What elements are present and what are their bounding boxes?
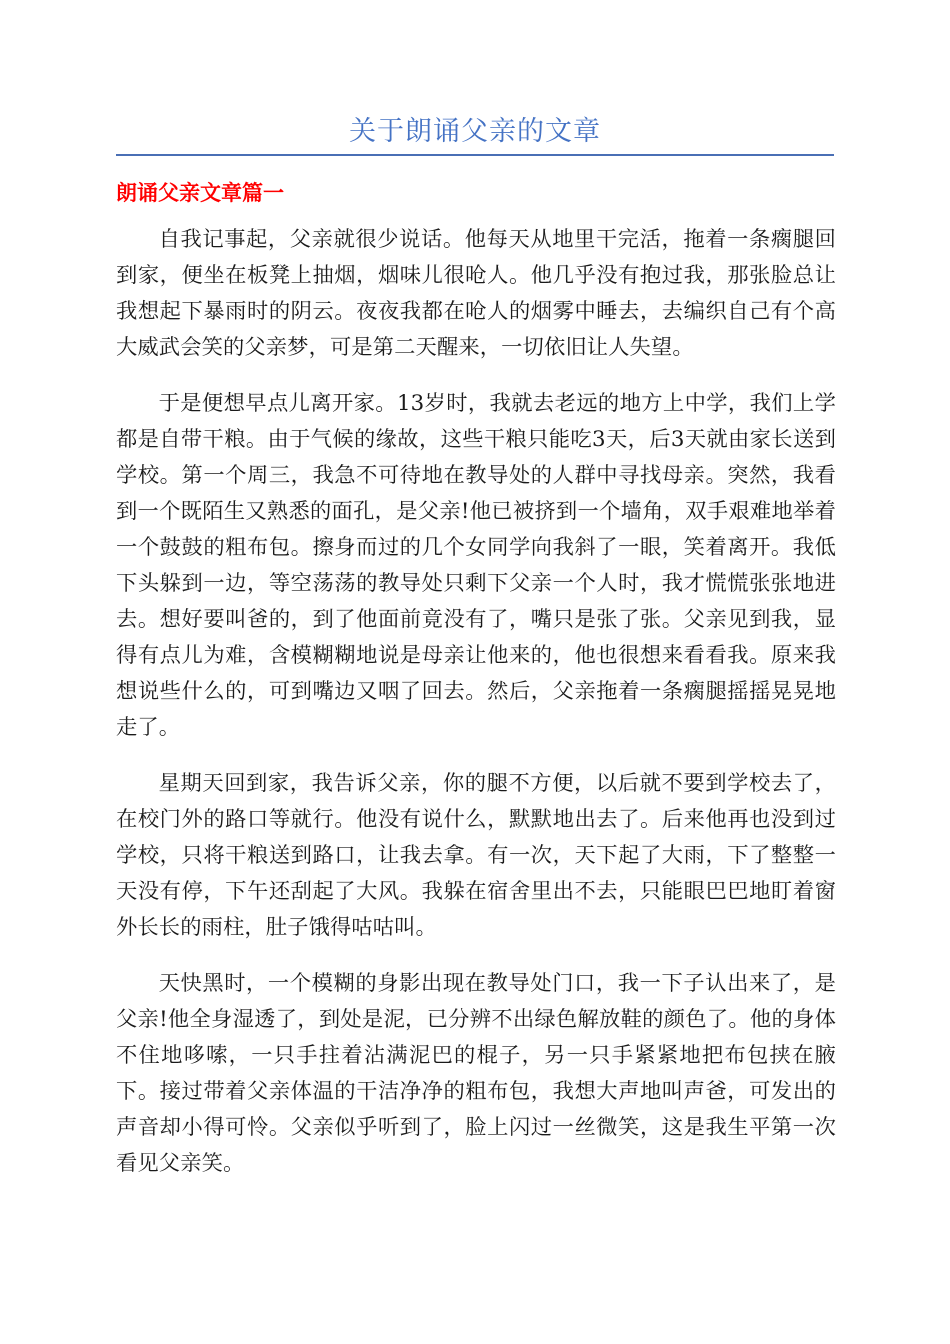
document-title: 关于朗诵父亲的文章 xyxy=(349,116,601,147)
section-heading: 朗诵父亲文章篇一 xyxy=(116,181,284,205)
paragraph-4: 天快黑时，一个模糊的身影出现在教导处门口，我一下子认出来了，是父亲!他全身湿透了，到处是泥，已分辨不出绿色解放鞋的颜色了。他的身体不住地哆嗦，一只手拄着沾满泥巴的棍子，另一只手紧紧地把布包挟在腋下。接过带着父亲体温的干洁净净的粗布包，我想大声地叫声爸，可发出的声音却小得可怜。父亲似乎听到了，脸上闪过一丝微笑，这是我生平第一次看见父亲笑。 xyxy=(116,971,836,1176)
article-body xyxy=(116,222,836,1202)
paragraph-1: 自我记事起，父亲就很少说话。他每天从地里干完活，拖着一条瘸腿回到家，便坐在板凳上抽烟，烟味儿很呛人。他几乎没有抱过我，那张脸总让我想起下暴雨时的阴云。夜夜我都在呛人的烟雾中睡去，去编织自己有个高大威武会笑的父亲梦，可是第二天醒来，一切依旧让人失望。 xyxy=(116,227,836,360)
title-underline-rule xyxy=(116,154,834,156)
paragraph-2: 于是便想早点儿离开家。13岁时，我就去老远的地方上中学，我们上学都是自带干粮。由于气候的缘故，这些干粮只能吃3天，后3天就由家长送到学校。第一个周三，我急不可待地在教导处的人群中寻找母亲。突然，我看到一个既陌生又熟悉的面孔，是父亲!他已被挤到一个墙角，双手艰难地举着一个鼓鼓的粗布包。擦身而过的几个女同学向我斜了一眼，笑着离开。我低下头躲到一边，等空荡荡的教导处只剩下父亲一个人时，我才慌慌张张地进去。想好要叫爸的，到了他面前竟没有了，嘴只是张了张。父亲见到我，显得有点儿为难，含模糊糊地说是母亲让他来的，他也很想来看看我。原来我想说些什么的，可到嘴边又咽了回去。然后，父亲拖着一条瘸腿摇摇晃晃地走了。 xyxy=(116,391,836,740)
paragraph-3: 星期天回到家，我告诉父亲，你的腿不方便，以后就不要到学校去了，在校门外的路口等就行。他没有说什么，默默地出去了。后来他再也没到过学校，只将干粮送到路口，让我去拿。有一次，天下起了大雨，下了整整一天没有停，下午还刮起了大风。我躲在宿舍里出不去，只能眼巴巴地盯着窗外长长的雨柱，肚子饿得咕咕叫。 xyxy=(116,771,836,940)
